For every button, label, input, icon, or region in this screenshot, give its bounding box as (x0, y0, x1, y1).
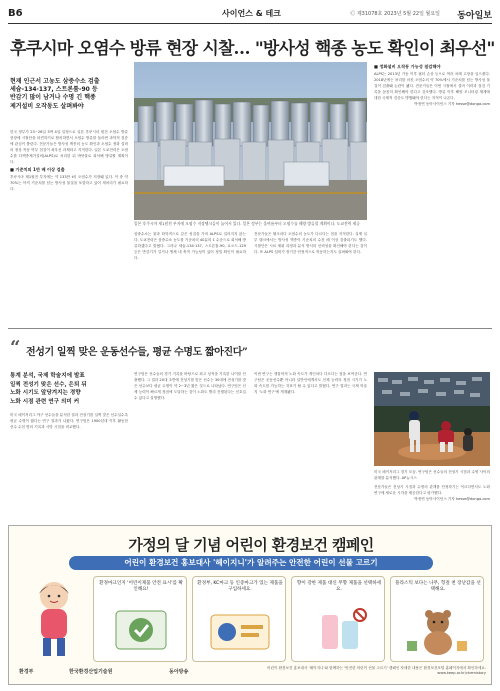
tip-card-4 (390, 576, 484, 662)
page-number: B6 (8, 8, 23, 19)
tip-card-2 (192, 576, 286, 662)
article1-headline: 후쿠시마 오염수 방류 현장 시찰… "방사성 핵종 농도 확인이 최우선" (10, 39, 495, 59)
article1-body-c: 전문가들은 탱크마다 오염수의 농도가 다르다는 점을 지적한다. 실제 일부 탱크에서는 방사성 핵종이 기준치의 수천 배 이상 검출되기도 했다. 시찰단은 시료 채취 과정과 분석 방식의 신뢰성을 확인해야 한다는 것이다. 또 ALPS 설비가 장기간 안정적으로 작동하는지도 살펴봐야 한다. (254, 232, 369, 254)
article1-body-d: ALPS는 2013년 가동 이후 필터 손상 등으로 여러 차례 고장을 일으켰다. 2018년에는 처리를 마친 오염수의 약 70%에서 기준치를 넘는 방사성 물질이 검출돼 논란이 됐다. 전문가들은 이번 시찰에서 설비 이력과 점검 기록을 꼼꼼히 확인해야 한다고 강조했다. 방류 이후 해양 모니터링 체계에 대한 국제적 검증도 병행돼야 한다는 지적이 나온다. (374, 72, 492, 100)
article2-headline: 전성기 일찍 맞은 운동선수들, 평균 수명도 짧아진다” (26, 347, 248, 358)
article1-body-a: 한국 정부가 23~26일 3박 4일 일정으로 일본 후쿠시마 원전 오염수 방류 현장에 시찰단을 파견하기로 합의하면서 오염수 방류를 둘러싼 과학적 검증에 관심이 쏠린다. 전문가들은 방사성 핵종의 농도 확인과 오염수 정화 설비의 정상 작동 여부 점검이 최우선 과제라고 지적한다. 일본 도쿄전력은 오염수를 다핵종제거설비(ALPS)로 처리한 뒤 바닷물로 희석해 방류할 계획이다. (10, 130, 130, 164)
article1-lead: 현재 인근서 고농도 삼중수소 검출 세슘-134·137, 스트론튬-90 등 반감기 많이 남거나 수명 긴 핵종 제거설비 오작동도 살펴봐야 (10, 78, 100, 110)
logo-keiti: 한국환경산업기술원 (69, 669, 113, 675)
article2-body-d: 전문가들은 전성기 시점과 수명의 관계를 단정하기는 이르다면서도 노화 연구에 새로운 시각을 제공한다고 평가했다. (374, 484, 492, 495)
mascot-illustration (17, 576, 91, 662)
article1-subhead-a: ■ 기준치의 1만 배 이상 검출 (10, 167, 65, 173)
article1-body-col2 (134, 232, 246, 262)
article1-body-b: 삼중수소는 물과 화학적으로 같은 성질을 가져 ALPS로 걸러지지 않는다. 도쿄전력은 삼중수소 농도를 기준치의 40분의 1 수준으로 희석해 방류하겠다고 밝혔다. 그러나 세슘-134·137, 스트론튬-90, 요오드-129 등은 반감기가 길거나 생체 내 축적 가능성이 있어 정밀 확인이 필요하다. (134, 232, 248, 260)
eco-label-icon (102, 601, 180, 659)
article2-body-col2 (134, 372, 246, 402)
article2-body-col3 (254, 372, 367, 396)
article1-body-col3 (254, 232, 367, 256)
logo-ministry-environment: 환경부 (19, 669, 34, 675)
tips-cards (93, 576, 485, 662)
article1-photo-caption: 일본 후쿠시마 제1원전 부지에 오염수 저장탱크들이 늘어서 있다. 일본 정부는 올여름부터 오염수를 해양 방류할 계획이다. 도쿄전력 제공 (134, 221, 360, 226)
unscented-product-icon (300, 601, 378, 659)
issue-info: Ⓒ 제31078호 2023년 5월 22일 월요일 (350, 11, 440, 17)
sponsor-logos (19, 664, 249, 682)
teddy-bear-icon (399, 601, 477, 659)
tip-card-3-text: 향이 강한 제품 대신 무향 제품을 선택하세요. (296, 581, 382, 592)
article2-body-c: 이번 연구는 생물학적 노화 속도가 개인마다 다르다는 점을 보여준다. 연구팀은 운동선수뿐 아니라 일반인에게서도 신체 능력의 정점 시기가 노화 속도를 가늠하는 지표가 될 수 있다고 밝혔다. 연구 결과는 국제 학술지 '노화 연구'에 게재됐다. (254, 372, 367, 394)
article2-body-col4 (374, 470, 490, 502)
baseball-game-image (374, 372, 490, 466)
section-divider (8, 328, 492, 329)
ad-title: 가정의 달 기념 어린이 환경보건 캠페인 (128, 536, 374, 554)
ad-footer-text: 어린이 환경보건 홍보대사 '헤이지니'와 함께하는 '안전한 어린이 선물 고르기' 캠페인 자세한 내용은 환경보건포털 홈페이지에서 확인하세요. www.keep.or.kr/chemistory (267, 666, 486, 675)
article1-byline: 박정연 동아사이언스 기자 hesse@donga.com (414, 101, 490, 106)
tip-card-1 (93, 576, 187, 662)
quote-mark: “ (10, 337, 21, 358)
page-header (8, 8, 492, 24)
campaign-advertisement (8, 525, 492, 685)
certification-mark-icon (201, 601, 279, 659)
storage-tanks-image (134, 62, 367, 220)
article2-body-a: 미국 메이저리그 야구 선수들을 분석한 결과 전성기를 일찍 맞은 선수일수록 평균 수명이 짧다는 연구 결과가 나왔다. 연구팀은 1900년대 이후 활동한 선수 수천 명의 기록과 사망 시점을 비교했다. (10, 413, 130, 429)
article1-body-col4 (374, 62, 490, 107)
article1-body-col1 (10, 130, 128, 193)
article2-lead: 통계 분석, 국제 학술지에 발표 일찍 전성기 맞은 선수, 은퇴 뒤 노화 시기도 앞당겨지는 경향 노화 시점 관련 연구 의미 커 (10, 373, 87, 405)
ad-banner: 어린이 환경보건 홍보대사 '헤이지니'가 알려주는 안전한 어린이 선물 고르기 (69, 556, 433, 570)
tip-card-1-text: 환경마크인지 '어린이제품 안전 표시'를 확인해요! (99, 581, 183, 592)
article1-photo-tanks (134, 62, 367, 220)
section-title: 사이언스 & 테크 (222, 9, 281, 18)
logo-donga-broadcasting: 동아방송 (169, 669, 189, 675)
newspaper-masthead: 동아일보 (457, 11, 492, 21)
tip-card-4-text: 플라스틱 보다는 나무, 헝겊 천 장난감을 선택해요. (395, 581, 481, 592)
article2-byline: 박정연 동아사이언스 기자 hesse@donga.com (414, 496, 490, 501)
article2-photo-baseball (374, 372, 490, 466)
tip-card-3 (291, 576, 385, 662)
article2-body-col1 (10, 413, 128, 431)
article2-photo-caption: 미국 메이저리그 경기 모습. 연구팀은 선수들의 전성기 시점과 수명 사이의 관계를 분석했다. AP뉴시스 (374, 470, 492, 480)
article2-body-b: 연구팀은 선수들의 경기 기록을 바탕으로 최고 성적을 기록한 나이를 산출했다. 그 결과 20대 초반에 전성기를 맞은 선수는 30대에 전성기를 맞은 선수보다 평균 수명이 약 2~3년 짧은 것으로 나타났다. 연구팀은 신체 능력이 빠르게 정점에 도달하는 것이 노화도 빨리 진행된다는 신호일 수 있다고 설명했다. (134, 372, 248, 400)
tip-card-2-text: 환경부, KC마크 등 인증마크가 있는 제품을 구입하세요. (197, 581, 283, 592)
article1-body-a2: 후쿠시마 제1원전 부지에는 약 133만 t의 오염수가 저장돼 있다. 이 중 약 70%는 아직 기준치를 넘는 방사성 물질을 포함하고 있어 재처리가 필요하다. (10, 175, 130, 192)
article1-subhead-d: ■ 정화설비 오작동 가능성 점검해야 (374, 64, 441, 69)
